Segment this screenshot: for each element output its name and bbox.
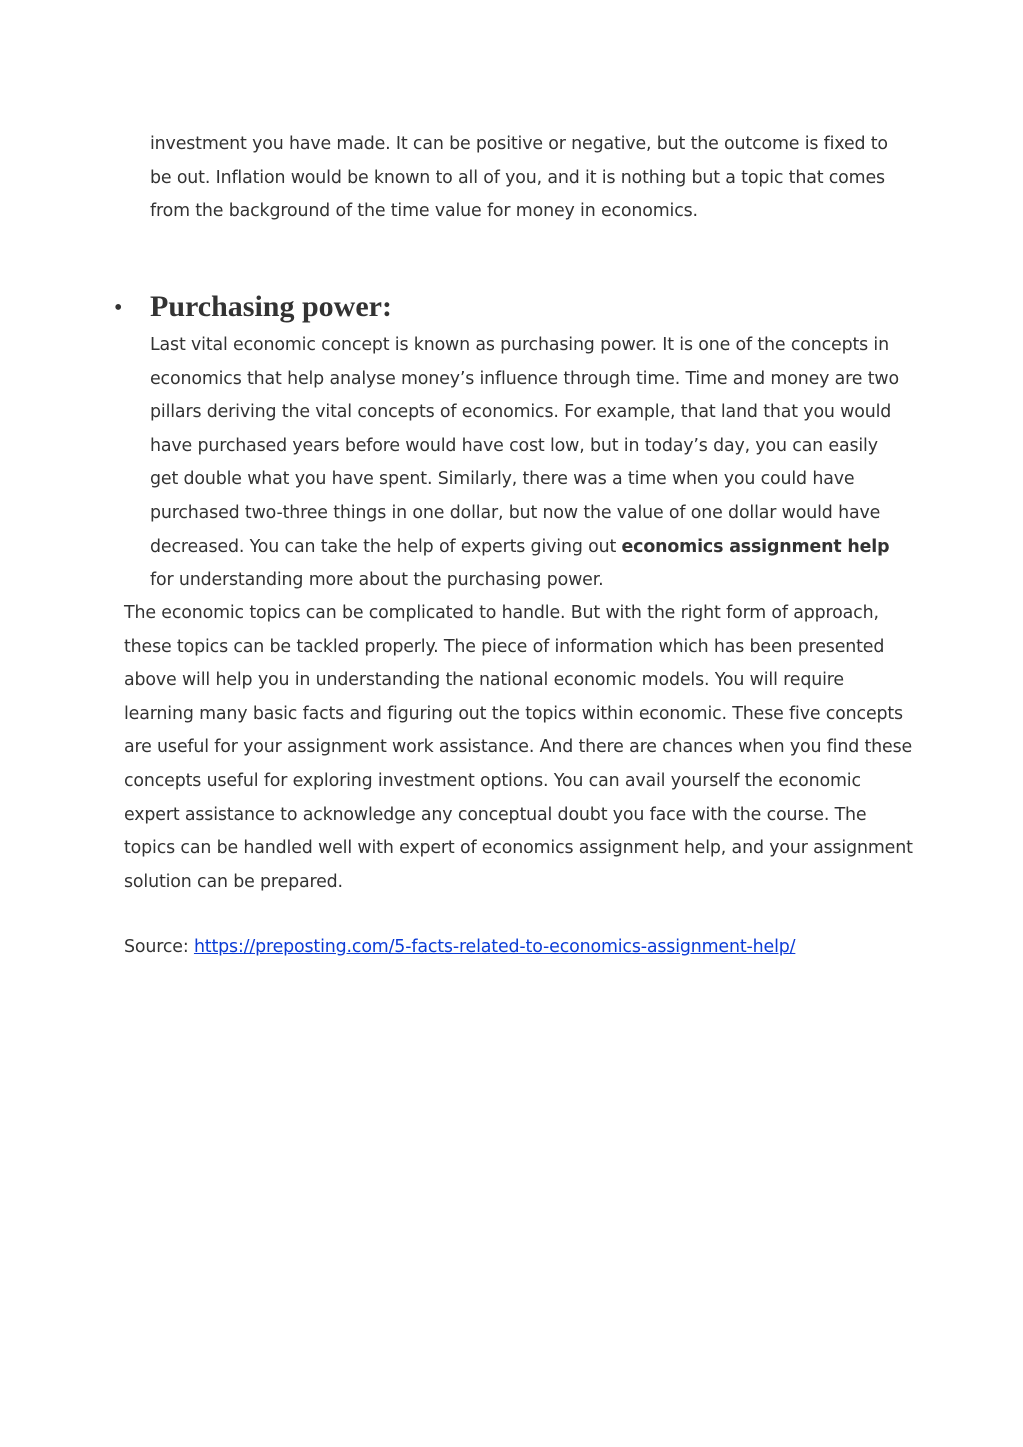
purchasing-power-heading: Purchasing power: xyxy=(150,290,392,323)
inflation-paragraph: investment you have made. It can be positive or negative, but the outcome is fixed to be out. Inflation would be known to all of you, and it is nothing but a topic that comes from the background of the time value for money in economics. xyxy=(150,134,888,222)
source-label: Source: xyxy=(124,937,189,957)
conclusion-paragraph: The economic topics can be complicated to handle. But with the right form of approach, these topics can be tackled properly. The piece of information which has been presented above will help you in understanding the national economic models. You will require learning many basic facts and figuring out the topics within economic. These five concepts are useful for your assignment work assistance. And there are chances when you find these concepts useful for exploring investment options. You can avail yourself the economic expert assistance to acknowledge any conceptual doubt you face with the course. The topics can be handled well with expert of economics assignment help, and your assignment solution can be prepared. xyxy=(124,603,913,892)
bold-keyword: economics assignment help xyxy=(621,536,890,557)
purchasing-power-text: Last vital economic concept is known as purchasing power. It is one of the concepts in economics that help analyse money’s influence through time. Time and money are two pillars deriving the vital concepts of economics. For example, that land that you would have purchased years before would have cost low, but in today’s day, you can easily get double what you have spent. Similarly, there was a time when you could have purchased two-three things in one dollar, but now the value of one dollar would have decreased. You can take the help of experts giving out xyxy=(150,335,899,557)
purchasing-power-paragraph xyxy=(150,329,910,598)
source-line xyxy=(124,931,914,965)
bullet-marker: • xyxy=(114,295,123,321)
purchasing-power-text-end: for understanding more about the purchasing power. xyxy=(150,570,604,591)
source-link[interactable]: https://preposting.com/5-facts-related-to-economics-assignment-help/ xyxy=(193,937,796,957)
